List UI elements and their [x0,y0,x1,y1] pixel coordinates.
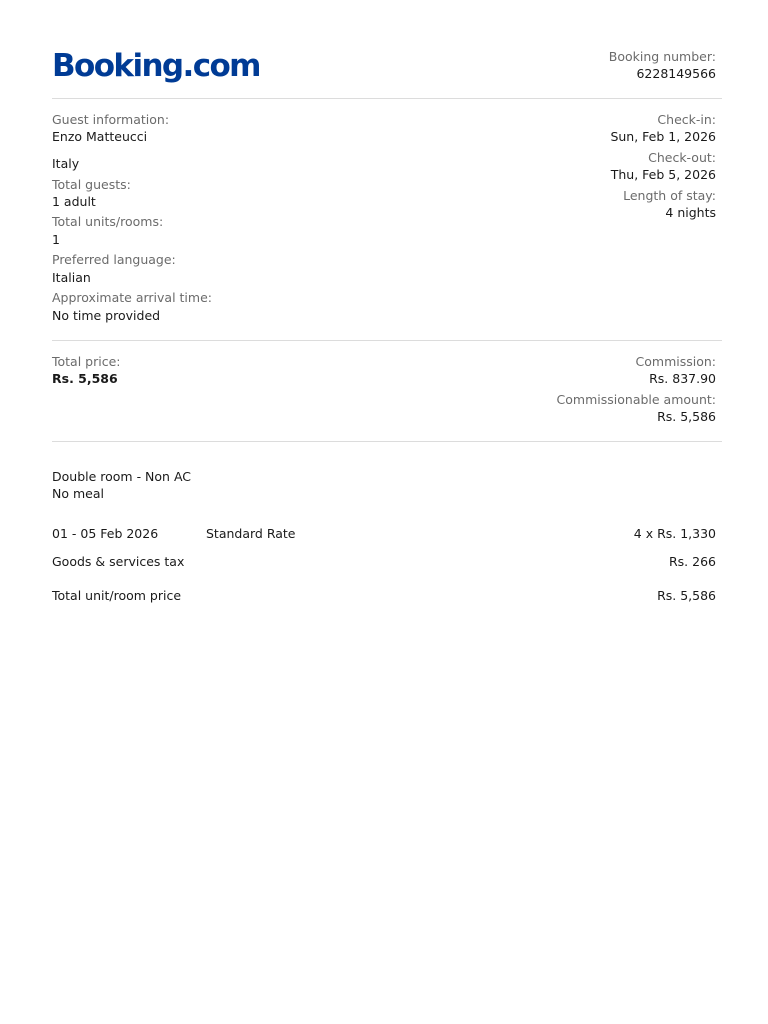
preferred-language-label: Preferred language: [52,252,176,267]
total-guests: 1 adult [52,194,96,209]
room-total-label: Total unit/room price [52,588,182,603]
room-block [52,468,191,502]
total-price-block [52,354,121,387]
guest-info-block [52,112,212,324]
booking-number: 6228149566 [636,66,716,81]
check-out-date: Thu, Feb 5, 2026 [610,167,716,182]
total-units: 1 [52,232,60,247]
guest-country: Italy [52,156,80,171]
rate-name: Standard Rate [206,526,296,541]
rate-row [52,525,716,542]
room-total-row [52,587,716,604]
booking-logo: Booking.com [52,48,260,84]
guest-name: Enzo Matteucci [52,129,148,144]
divider [52,340,722,341]
room-total-amount: Rs. 5,586 [657,588,716,603]
total-units-label: Total units/rooms: [52,214,164,229]
room-name: Double room - Non AC [52,469,192,484]
total-price-label: Total price: [52,354,121,369]
meal-plan: No meal [52,486,104,501]
tax-amount: Rs. 266 [668,554,716,569]
tax-label: Goods & services tax [52,554,185,569]
rate-dates: 01 - 05 Feb 2026 [52,526,159,541]
commissionable-amount: Rs. 5,586 [657,409,716,424]
preferred-language: Italian [52,270,91,285]
check-in-label: Check-in: [657,112,716,127]
length-of-stay: 4 nights [665,205,716,220]
total-guests-label: Total guests: [52,177,131,192]
stay-info-block [610,112,716,221]
commission-block [557,354,716,425]
divider [52,441,722,442]
total-price: Rs. 5,586 [52,371,118,386]
check-out-label: Check-out: [648,150,716,165]
length-of-stay-label: Length of stay: [623,188,716,203]
check-in-date: Sun, Feb 1, 2026 [610,129,716,144]
commission-amount: Rs. 837.90 [649,371,716,386]
divider [52,98,722,99]
commission-label: Commission: [635,354,716,369]
arrival-time: No time provided [52,308,161,323]
booking-number-label: Booking number: [608,49,716,64]
booking-number-block [609,49,716,82]
tax-row [52,553,716,570]
arrival-time-label: Approximate arrival time: [52,290,212,305]
commissionable-label: Commissionable amount: [556,392,716,407]
rate-amount: 4 x Rs. 1,330 [633,526,716,541]
guest-info-label: Guest information: [52,112,170,127]
